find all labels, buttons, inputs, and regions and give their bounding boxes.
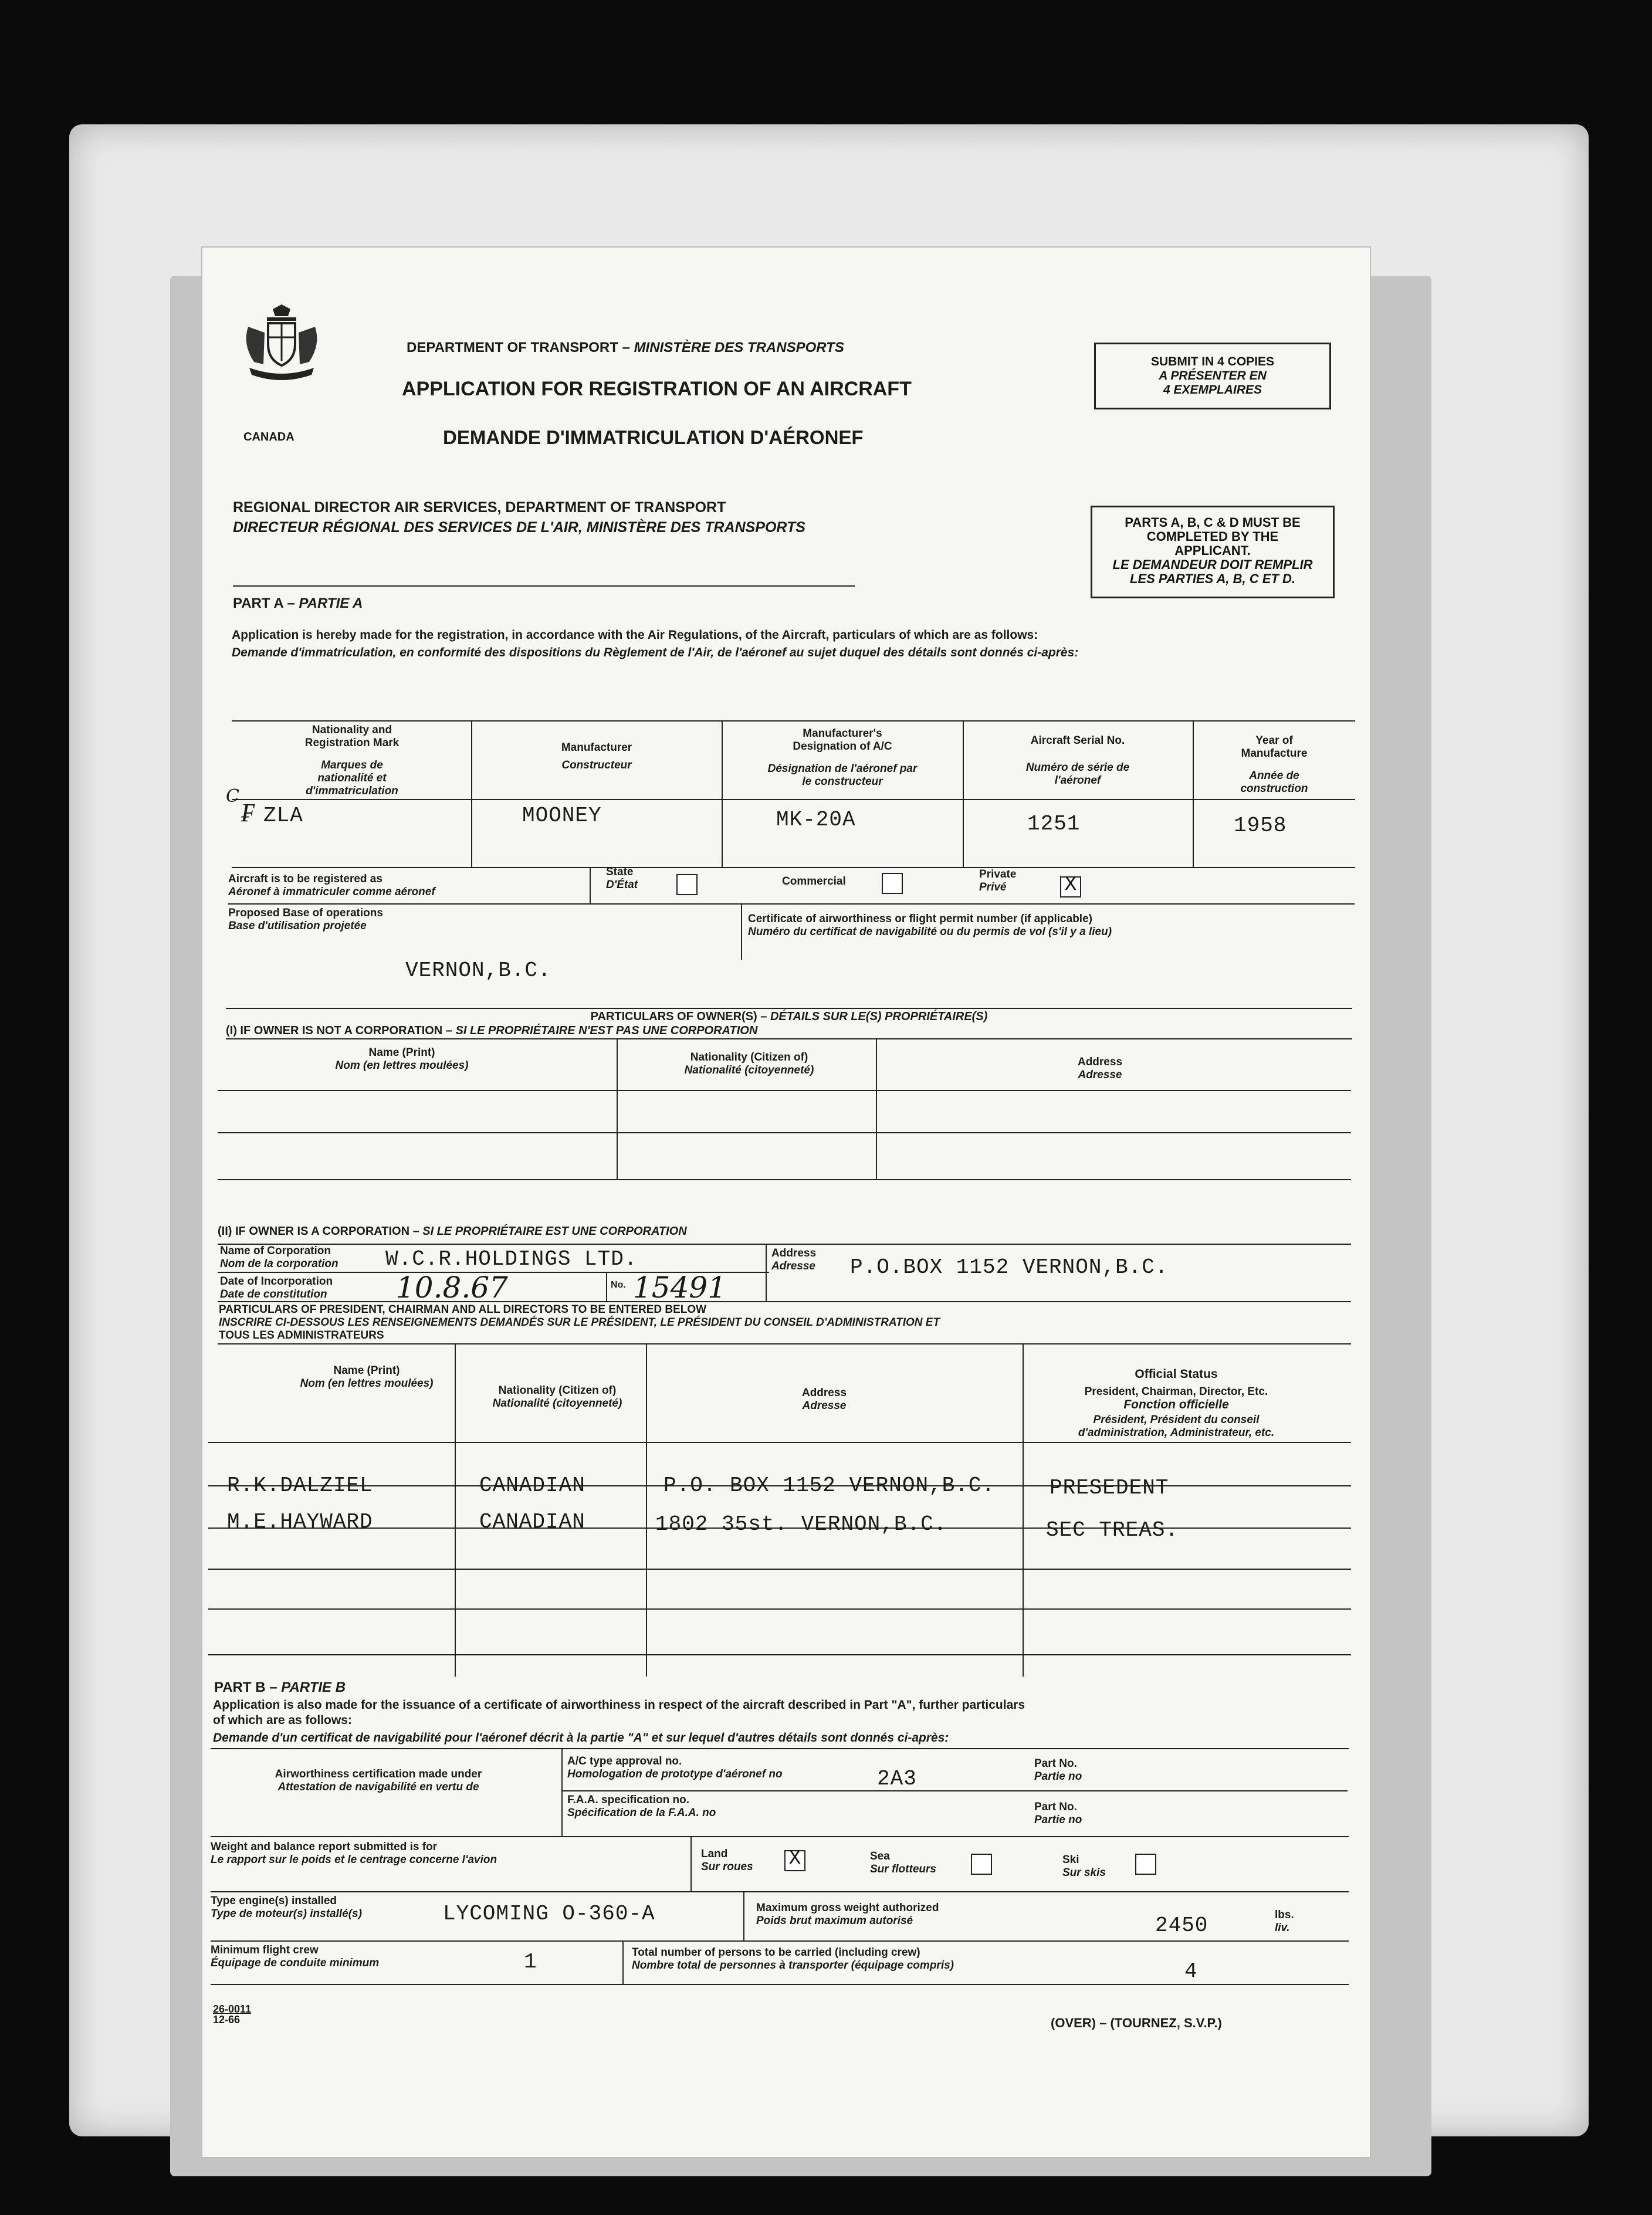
director-address: 1802 35st. VERNON,B.C. xyxy=(655,1512,947,1536)
form-title-en: APPLICATION FOR REGISTRATION OF AN AIRCRAFT xyxy=(402,378,912,400)
reg-prefix-slash: ₣ xyxy=(241,798,254,828)
corp-address-label: Address Adresse xyxy=(771,1247,817,1272)
col-manufacturer-header: Manufacturer Constructeur xyxy=(561,741,632,771)
canada-coat-of-arms-icon xyxy=(238,303,326,397)
register-as-label: Aircraft is to be registered as Aéronef à immatriculer comme aéronef xyxy=(228,873,435,898)
director-name: R.K.DALZIEL xyxy=(227,1474,373,1498)
engine-value: LYCOMING O-360-A xyxy=(443,1902,655,1926)
persons-label: Total number of persons to be carried (including crew) Nombre total de personnes à transporter (équipage compris) xyxy=(632,1946,954,1972)
rule xyxy=(741,903,742,960)
min-crew-label: Minimum flight crew Équipage de conduite minimum xyxy=(211,1944,380,1969)
type-approval-value: 2A3 xyxy=(877,1767,917,1791)
rule xyxy=(690,1836,692,1891)
sea-checkbox[interactable] xyxy=(971,1854,992,1875)
owners-heading: PARTICULARS OF OWNER(S) – DÉTAILS SUR LE(S) PROPRIÉTAIRE(S) xyxy=(590,1010,988,1023)
rule xyxy=(471,720,472,867)
director-nationality: CANADIAN xyxy=(479,1510,585,1534)
manufacturer-value: MOONEY xyxy=(522,804,602,828)
director-row xyxy=(227,1474,1342,1499)
rule xyxy=(876,1038,877,1180)
corporation-heading: (II) IF OWNER IS A CORPORATION – SI LE PROPRIÉTAIRE EST UNE CORPORATION xyxy=(218,1225,687,1238)
part-b-intro-fr: Demande d'un certificat de navigabilité pour l'aéronef décrit à la partie "A" et sur lequel d'autres détails sont donnés ci-après: xyxy=(213,1731,949,1745)
form-number: 26-0011 12-66 xyxy=(213,2003,252,2026)
form-title-fr: DEMANDE D'IMMATRICULATION D'AÉRONEF xyxy=(443,426,864,448)
max-weight-value: 2450 xyxy=(1155,1913,1208,1938)
country-label: CANADA xyxy=(243,431,294,443)
director-row xyxy=(227,1510,1342,1542)
rule xyxy=(963,720,964,867)
director-address: P.O. BOX 1152 VERNON,B.C. xyxy=(663,1474,996,1498)
ski-label: Ski Sur skis xyxy=(1062,1854,1106,1879)
director-name-header: Name (Print) Nom (en lettres moulées) xyxy=(300,1364,434,1390)
col-year-header: Year of Manufacture Année de construction xyxy=(1240,734,1308,795)
rule xyxy=(211,1891,1349,1892)
private-checkbox[interactable]: X xyxy=(1060,876,1081,897)
base-value: VERNON,B.C. xyxy=(405,959,551,983)
rule xyxy=(232,720,1355,722)
rule xyxy=(211,1748,1349,1749)
rule xyxy=(617,1038,618,1180)
rule xyxy=(622,1940,624,1984)
corp-address-value: P.O.BOX 1152 VERNON,B.C. xyxy=(850,1255,1169,1279)
director-status: SEC TREAS. xyxy=(1046,1518,1179,1542)
rule xyxy=(211,1836,1349,1837)
directors-heading-en: PARTICULARS OF PRESIDENT, CHAIRMAN AND ALL DIRECTORS TO BE ENTERED BELOW xyxy=(219,1303,707,1316)
rule xyxy=(208,1442,1351,1443)
faa-spec-part-label: Part No. Partie no xyxy=(1034,1801,1082,1826)
private-label: Private Privé xyxy=(979,868,1017,893)
min-crew-value: 1 xyxy=(524,1950,537,1974)
rule xyxy=(208,1569,1351,1570)
rule xyxy=(766,1244,767,1272)
commercial-checkbox[interactable] xyxy=(882,873,903,894)
incorporation-no-label: No. xyxy=(611,1280,626,1290)
rule xyxy=(208,1608,1351,1610)
rule xyxy=(232,799,1355,800)
regional-director-fr: DIRECTEUR RÉGIONAL DES SERVICES DE L'AIR, MINISTÈRE DES TRANSPORTS xyxy=(233,519,805,536)
corp-name-value: W.C.R.HOLDINGS LTD. xyxy=(385,1247,638,1271)
application-form xyxy=(202,248,1370,2157)
rule xyxy=(218,1244,1351,1245)
department-title: DEPARTMENT OF TRANSPORT – MINISTÈRE DES TRANSPORTS xyxy=(407,340,844,355)
certificate-label: Certificate of airworthiness or flight permit number (if applicable) Numéro du certificat de navigabilité ou du permis de vol (s'il y a lieu) xyxy=(748,913,1112,938)
rule xyxy=(226,1008,1352,1009)
col-designation-header: Manufacturer's Designation of A/C Désignation de l'aéronef par le constructeur xyxy=(767,727,918,788)
land-checkbox[interactable]: X xyxy=(784,1850,805,1871)
incorporation-no-value: 15491 xyxy=(633,1271,727,1305)
weight-report-label: Weight and balance report submitted is for Le rapport sur le poids et le centrage concerne l'avion xyxy=(211,1841,497,1866)
rule xyxy=(218,1179,1351,1180)
rule xyxy=(232,867,1355,868)
corp-name-label: Name of Corporation Nom de la corporation xyxy=(220,1245,338,1270)
base-label: Proposed Base of operations Base d'utilisation projetée xyxy=(228,907,383,932)
regional-address-line xyxy=(233,585,855,587)
director-name: M.E.HAYWARD xyxy=(227,1510,373,1534)
part-a-heading: PART A – PARTIE A xyxy=(233,595,363,611)
rule xyxy=(218,1090,1351,1091)
parts-required-box: PARTS A, B, C & D MUST BE COMPLETED BY THE APPLICANT. LE DEMANDEUR DOIT REMPLIR LES PARTIES A, B, C ET D. xyxy=(1091,506,1335,598)
owner-address-header: Address Adresse xyxy=(1077,1056,1123,1081)
incorporation-date-value: 10.8.67 xyxy=(396,1271,508,1305)
submit-copies-box: SUBMIT IN 4 COPIES A PRÉSENTER EN 4 EXEMPLAIRES xyxy=(1094,343,1331,409)
persons-value: 4 xyxy=(1184,1959,1198,1983)
faa-spec-label: F.A.A. specification no. Spécification de la F.A.A. no xyxy=(567,1794,716,1819)
reg-prefix: C xyxy=(226,786,239,807)
col-registration-header: Nationality and Registration Mark Marques de nationalité et d'immatriculation xyxy=(304,724,400,797)
part-a-intro-fr: Demande d'immatriculation, en conformité des dispositions du Règlement de l'Air, de l'aéronef au sujet duquel des détails sont donnés ci-après: xyxy=(232,646,1079,659)
rule xyxy=(228,903,1355,905)
directors-heading-fr: INSCRIRE CI-DESSOUS LES RENSEIGNEMENTS DEMANDÉS SUR LE PRÉSIDENT, LE PRÉSIDENT DU CONSEIL D'ADMINISTRATION ET xyxy=(219,1316,940,1329)
sea-label: Sea Sur flotteurs xyxy=(870,1850,936,1875)
rule xyxy=(561,1748,563,1836)
rule xyxy=(226,1038,1352,1039)
director-nationality-header: Nationality (Citizen of) Nationalité (citoyenneté) xyxy=(492,1384,622,1410)
rule xyxy=(743,1891,744,1940)
rule xyxy=(561,1790,1348,1791)
part-b-intro-en: Application is also made for the issuance of a certificate of airworthiness in respect of the aircraft described in Part "A", further particulars xyxy=(213,1698,1025,1712)
type-approval-part-label: Part No. Partie no xyxy=(1034,1757,1082,1783)
airworthiness-cert-label: Airworthiness certification made under Attestation de navigabilité en vertu de xyxy=(275,1768,482,1793)
engine-label: Type engine(s) installed Type de moteur(s) installé(s) xyxy=(211,1895,362,1920)
not-corporation-heading: (I) IF OWNER IS NOT A CORPORATION – SI LE PROPRIÉTAIRE N'EST PAS UNE CORPORATION xyxy=(226,1024,758,1037)
part-b-heading: PART B – PARTIE B xyxy=(214,1679,346,1695)
director-status-header: Official Status President, Chairman, Director, Etc. Fonction officielle Président, Président du conseil d'administration, Administrateur, etc. xyxy=(1078,1367,1275,1439)
reg-mark-value: ZLA xyxy=(263,804,303,828)
rule xyxy=(218,1343,1351,1344)
rule xyxy=(606,1272,607,1301)
rule xyxy=(766,1272,767,1301)
regional-director-en: REGIONAL DIRECTOR AIR SERVICES, DEPARTMENT OF TRANSPORT xyxy=(233,499,726,516)
rule xyxy=(218,1132,1351,1133)
over-note: (OVER) – (TOURNEZ, S.V.P.) xyxy=(1051,2016,1222,2030)
owner-nationality-header: Nationality (Citizen of) Nationalité (citoyenneté) xyxy=(684,1051,814,1076)
max-weight-label: Maximum gross weight authorized Poids brut maximum autorisé xyxy=(756,1902,939,1927)
director-address-header: Address Adresse xyxy=(801,1387,847,1412)
weight-unit-label: lbs. liv. xyxy=(1275,1909,1294,1934)
designation-value: MK-20A xyxy=(776,808,856,832)
part-a-intro-en: Application is hereby made for the registration, in accordance with the Air Regulations, of the Aircraft, particulars of which are as follows: xyxy=(232,628,1038,642)
serial-value: 1251 xyxy=(1027,812,1081,836)
director-nationality: CANADIAN xyxy=(479,1474,585,1498)
ski-checkbox[interactable] xyxy=(1135,1854,1156,1875)
type-approval-label: A/C type approval no. Homologation de prototype d'aéronef no xyxy=(567,1755,783,1780)
rule xyxy=(211,1940,1349,1942)
state-label: State D'État xyxy=(606,866,638,891)
rule xyxy=(590,867,591,903)
rule xyxy=(211,1984,1349,1985)
rule xyxy=(1193,720,1194,867)
col-serial-header: Aircraft Serial No. Numéro de série de l'aéronef xyxy=(1025,734,1130,787)
directors-heading-fr-2: TOUS LES ADMINISTRATEURS xyxy=(219,1329,384,1342)
rule xyxy=(722,720,723,867)
part-b-intro-en-2: of which are as follows: xyxy=(213,1713,352,1727)
commercial-label: Commercial xyxy=(782,875,846,888)
incorporation-date-label: Date of Incorporation Date de constitution xyxy=(220,1275,333,1300)
rule xyxy=(208,1654,1351,1655)
director-status: PRESEDENT xyxy=(1050,1476,1169,1500)
state-checkbox[interactable] xyxy=(676,874,698,895)
year-value: 1958 xyxy=(1234,814,1287,838)
rule xyxy=(218,1301,1351,1302)
owner-name-header: Name (Print) Nom (en lettres moulées) xyxy=(335,1046,469,1072)
land-label: Land Sur roues xyxy=(701,1848,753,1873)
